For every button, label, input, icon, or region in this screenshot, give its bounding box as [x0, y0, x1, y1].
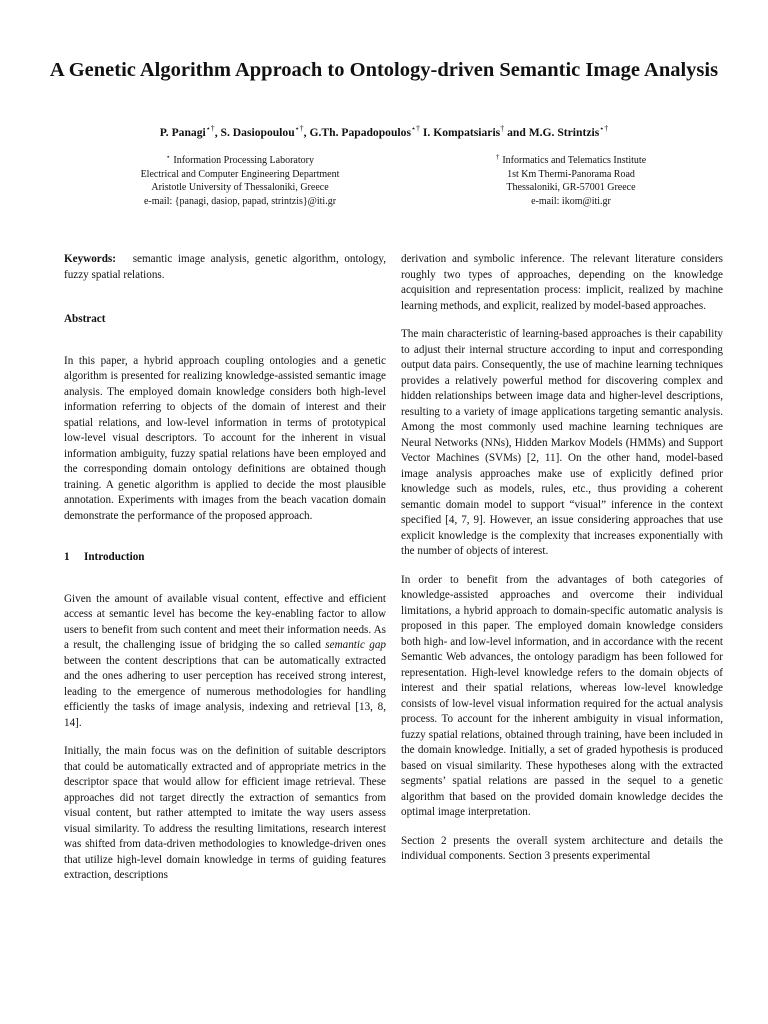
keywords-text: semantic image analysis, genetic algorithm, ontology, fuzzy spatial relations.	[64, 253, 386, 281]
intro-paragraph-4: The main characteristic of learning-based approaches is their capability to adjust their internal structure according to input and corresponding output data pairs. Consequently, the use of machine learning techniques provides a relatively powerful method for discovering complex and hidden relationships between image data and higher-level descriptions, resulting to a variety of image applications targeting semantic analysis. Among the most commonly used machine learning techniques are Neural Networks (NNs), Hidden Markov Models (HMMs) and Support Vector Machines (SVMs) [2, 11]. On the other hand, model-based image analysis approaches make use of explicitly defined prior knowledge such as models, rules, etc., thus providing a coherent semantic domain model to support “visual” inference in the context specified [4, 7, 9]. However, an issue considering approaches that use explicit knowledge is the complexity that increases exponentially with the number of objects of interest.	[401, 328, 723, 557]
section-number: 1	[64, 551, 70, 563]
author-marks: ⋆†	[410, 124, 420, 133]
affiliation-email: e-mail: {panagi, dasiop, papad, strintzis}@iti.gr	[143, 196, 337, 208]
abstract-heading: Abstract	[64, 313, 106, 325]
affiliation-left	[110, 154, 370, 209]
left-column	[64, 252, 386, 884]
affiliation-line: Electrical and Computer Engineering Department	[140, 168, 340, 180]
author-marks: †	[500, 124, 505, 133]
introduction-heading	[64, 550, 386, 566]
affiliation-line: 1st Km Thermi-Panorama Road	[507, 168, 635, 180]
author-separator: ,	[214, 126, 221, 139]
intro-paragraph-6: Section 2 presents the overall system architecture and details the individual components. Section 3 presents experimental	[401, 834, 723, 862]
author-name: I. Kompatsiaris	[422, 126, 501, 139]
author-name: G.Th. Papadopoulos	[309, 126, 411, 139]
keywords	[64, 252, 386, 283]
emphasis-semantic-gap: semantic gap	[325, 639, 386, 651]
author-separator: and	[504, 126, 529, 139]
paper-title: A Genetic Algorithm Approach to Ontology-driven Semantic Image Analysis	[49, 59, 719, 81]
affiliation-text: Information Processing Laboratory	[173, 155, 314, 166]
author-marks: ⋆†	[205, 124, 215, 133]
affiliation-mark: †	[495, 153, 500, 161]
author-separator: ,	[303, 126, 310, 139]
section-title: Introduction	[84, 551, 145, 563]
author-name: P. Panagi	[159, 126, 206, 139]
paragraph-text: Given the amount of available visual content, effective and efficient access at semantic level has become the key-enabling factor to allow users to benefit from such content and meet their information needs. As a result, the challenging issue of bridging the so called	[64, 592, 386, 651]
affiliation-line	[110, 154, 370, 168]
author-marks: ⋆†	[599, 124, 609, 133]
intro-paragraph-2: Initially, the main focus was on the definition of suitable descriptors that could be automatically extracted and of appropriate metrics in the descriptor space that would allow for efficient image retrieval. These approaches did not target directly the extraction of semantics from visual content, but rather attempted to imitate the way users assess visual similarity. To address the resulting limitations, research interest was shifted from data-driven methodologies to knowledge-driven ones that utilize high-level domain knowledge in terms of guiding features extraction, descriptions	[64, 745, 386, 881]
intro-paragraph-3: derivation and symbolic inference. The relevant literature considers roughly two types of approaches, depending on the knowledge acquisition and representation process: implicit, realized by machine learning methods, and explicit, realized by model-based approaches.	[401, 253, 723, 312]
author-name: M.G. Strintzis	[528, 126, 600, 139]
intro-paragraph-5: In order to benefit from the advantages of both categories of knowledge-assisted approaches and overcome their individual limitations, a hybrid approach to domain-specific automatic analysis is proposed in this paper. The employed domain knowledge considers both high- and low-level information, and in accordance with the recent Semantic Web advances, the ontology paradigm has been followed for representation. High-level knowledge refers to the domain objects of interest and their spatial relations, whereas low-level knowledge consists of low-level visual information required for the actual analysis process. To account for the inherent ambiguity in visual information, fuzzy spatial relations, obtained through training, have been included in the domain knowledge. Initially, a set of graded hypothesis is produced based on visual similarity. These hypotheses along with the extracted segments’ spatial relations are passed in the sequel to a genetic algorithm that based on the provided domain knowledge decides the optimal image interpretation.	[401, 573, 723, 818]
keywords-label: Keywords:	[64, 253, 116, 265]
intro-paragraph-1	[64, 592, 386, 732]
affiliation-email: e-mail: ikom@iti.gr	[531, 196, 611, 208]
paragraph-text: between the content descriptions that can be automatically extracted and the ones adhering to user perception has received strong interest, leading to the emergence of numerous methodologies for handling efficiently the tasks of image analysis, indexing and retrieval [13, 8, 14].	[64, 654, 386, 729]
affiliation-line	[428, 154, 714, 168]
affiliation-line: Thessaloniki, GR-57001 Greece	[506, 182, 636, 194]
affiliation-text: Informatics and Telematics Institute	[502, 155, 647, 166]
author-marks: ⋆†	[294, 124, 304, 133]
affiliation-right	[428, 154, 714, 209]
right-column	[401, 252, 723, 865]
abstract-text: In this paper, a hybrid approach coupling ontologies and a genetic algorithm is presented for realizing knowledge-assisted semantic image analysis. The employed domain knowledge considers both high-level information referring to objects of the domain of interest and their spatial relations, and low-level information in terms of prototypical low-level visual descriptors. To account for the inherent in visual information ambiguity, fuzzy spatial relations have been employed and the corresponding domain ontology definitions are obtained though training. A genetic algorithm is applied to decide the most plausible annotation. Experiments with images from the beach vacation domain demonstrate the performance of the proposed approach.	[64, 354, 386, 522]
author-list	[40, 126, 728, 140]
affiliation-mark: ⋆	[166, 153, 171, 161]
author-name: S. Dasiopoulou	[220, 126, 295, 139]
affiliation-line: Aristotle University of Thessaloniki, Greece	[151, 182, 329, 194]
